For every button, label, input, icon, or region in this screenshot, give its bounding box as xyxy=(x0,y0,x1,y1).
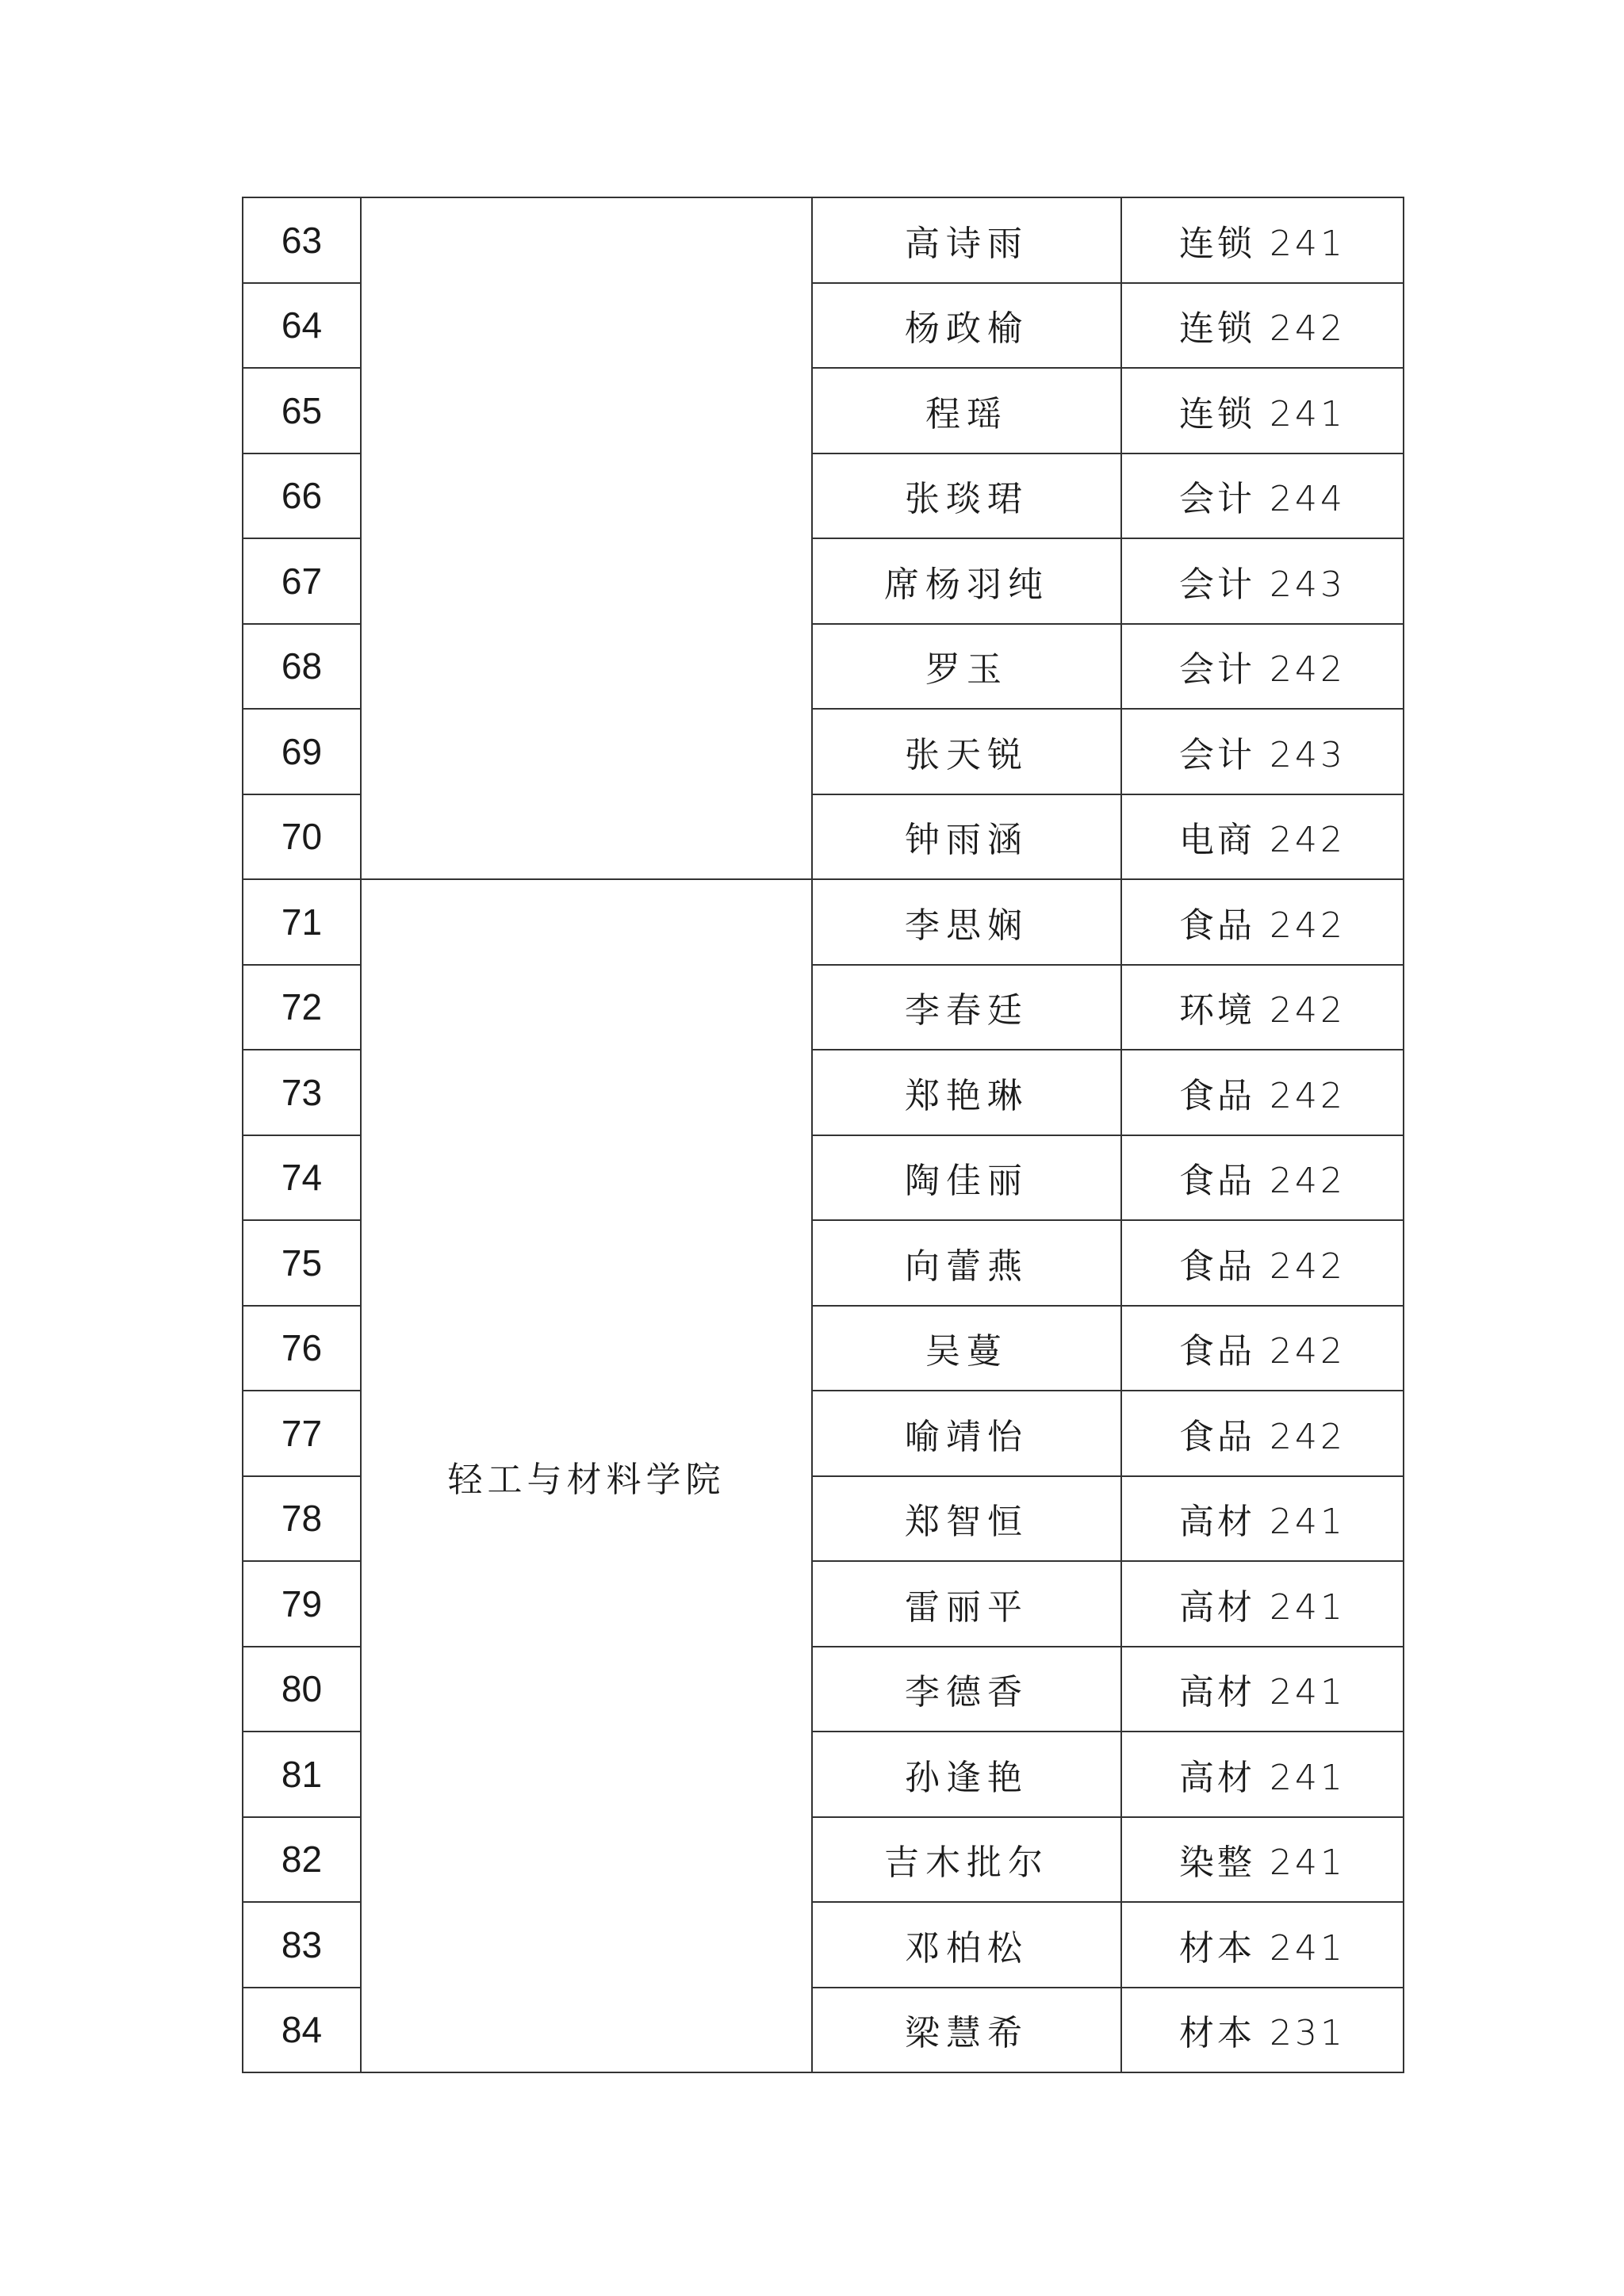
class-name: 材本 241 xyxy=(1121,1902,1404,1988)
class-name: 食品 242 xyxy=(1121,1391,1404,1476)
student-name: 张琰珺 xyxy=(812,453,1121,539)
college-cell: 轻工与材料学院 xyxy=(361,879,812,2072)
row-number: 84 xyxy=(243,1988,361,2073)
class-name: 高材 241 xyxy=(1121,1476,1404,1562)
class-name: 连锁 242 xyxy=(1121,283,1404,369)
row-number: 78 xyxy=(243,1476,361,1562)
class-name: 会计 244 xyxy=(1121,453,1404,539)
class-name: 会计 243 xyxy=(1121,709,1404,794)
class-name: 高材 241 xyxy=(1121,1732,1404,1817)
row-number: 82 xyxy=(243,1817,361,1903)
student-name: 孙逢艳 xyxy=(812,1732,1121,1817)
student-name: 席杨羽纯 xyxy=(812,538,1121,624)
row-number: 79 xyxy=(243,1561,361,1647)
row-number: 81 xyxy=(243,1732,361,1817)
class-name: 食品 242 xyxy=(1121,1306,1404,1391)
student-name: 李德香 xyxy=(812,1647,1121,1732)
class-name: 环境 242 xyxy=(1121,965,1404,1050)
row-number: 83 xyxy=(243,1902,361,1988)
row-number: 71 xyxy=(243,879,361,965)
row-number: 80 xyxy=(243,1647,361,1732)
row-number: 65 xyxy=(243,368,361,453)
class-name: 高材 241 xyxy=(1121,1561,1404,1647)
row-number: 64 xyxy=(243,283,361,369)
class-name: 材本 231 xyxy=(1121,1988,1404,2073)
class-name: 会计 243 xyxy=(1121,538,1404,624)
class-name: 会计 242 xyxy=(1121,624,1404,710)
row-number: 63 xyxy=(243,197,361,283)
student-name: 郑艳琳 xyxy=(812,1050,1121,1135)
student-name: 李春廷 xyxy=(812,965,1121,1050)
class-name: 连锁 241 xyxy=(1121,368,1404,453)
class-name: 高材 241 xyxy=(1121,1647,1404,1732)
student-name: 程瑶 xyxy=(812,368,1121,453)
student-name: 邓柏松 xyxy=(812,1902,1121,1988)
row-number: 68 xyxy=(243,624,361,710)
student-name: 喻靖怡 xyxy=(812,1391,1121,1476)
student-name: 张天锐 xyxy=(812,709,1121,794)
class-name: 连锁 241 xyxy=(1121,197,1404,283)
student-name: 郑智恒 xyxy=(812,1476,1121,1562)
row-number: 70 xyxy=(243,794,361,880)
class-name: 电商 242 xyxy=(1121,794,1404,880)
row-number: 67 xyxy=(243,538,361,624)
row-number: 74 xyxy=(243,1135,361,1221)
class-name: 食品 242 xyxy=(1121,1135,1404,1221)
student-name: 杨政榆 xyxy=(812,283,1121,369)
student-name: 吉木批尔 xyxy=(812,1817,1121,1903)
row-number: 69 xyxy=(243,709,361,794)
row-number: 73 xyxy=(243,1050,361,1135)
class-name: 食品 242 xyxy=(1121,879,1404,965)
class-name: 食品 242 xyxy=(1121,1220,1404,1306)
row-number: 76 xyxy=(243,1306,361,1391)
student-name: 吴蔓 xyxy=(812,1306,1121,1391)
student-name: 钟雨涵 xyxy=(812,794,1121,880)
row-number: 72 xyxy=(243,965,361,1050)
student-name: 陶佳丽 xyxy=(812,1135,1121,1221)
table-row xyxy=(243,879,1404,965)
class-name: 食品 242 xyxy=(1121,1050,1404,1135)
class-name: 染整 241 xyxy=(1121,1817,1404,1903)
student-name: 高诗雨 xyxy=(812,197,1121,283)
student-name: 向蕾燕 xyxy=(812,1220,1121,1306)
student-name: 雷丽平 xyxy=(812,1561,1121,1647)
student-name: 李思娴 xyxy=(812,879,1121,965)
student-list-table xyxy=(242,197,1404,2073)
row-number: 75 xyxy=(243,1220,361,1306)
student-name: 罗玉 xyxy=(812,624,1121,710)
row-number: 66 xyxy=(243,453,361,539)
table-row xyxy=(243,197,1404,283)
table-body xyxy=(243,197,1404,2072)
college-cell xyxy=(361,197,812,879)
row-number: 77 xyxy=(243,1391,361,1476)
student-name: 梁慧希 xyxy=(812,1988,1121,2073)
